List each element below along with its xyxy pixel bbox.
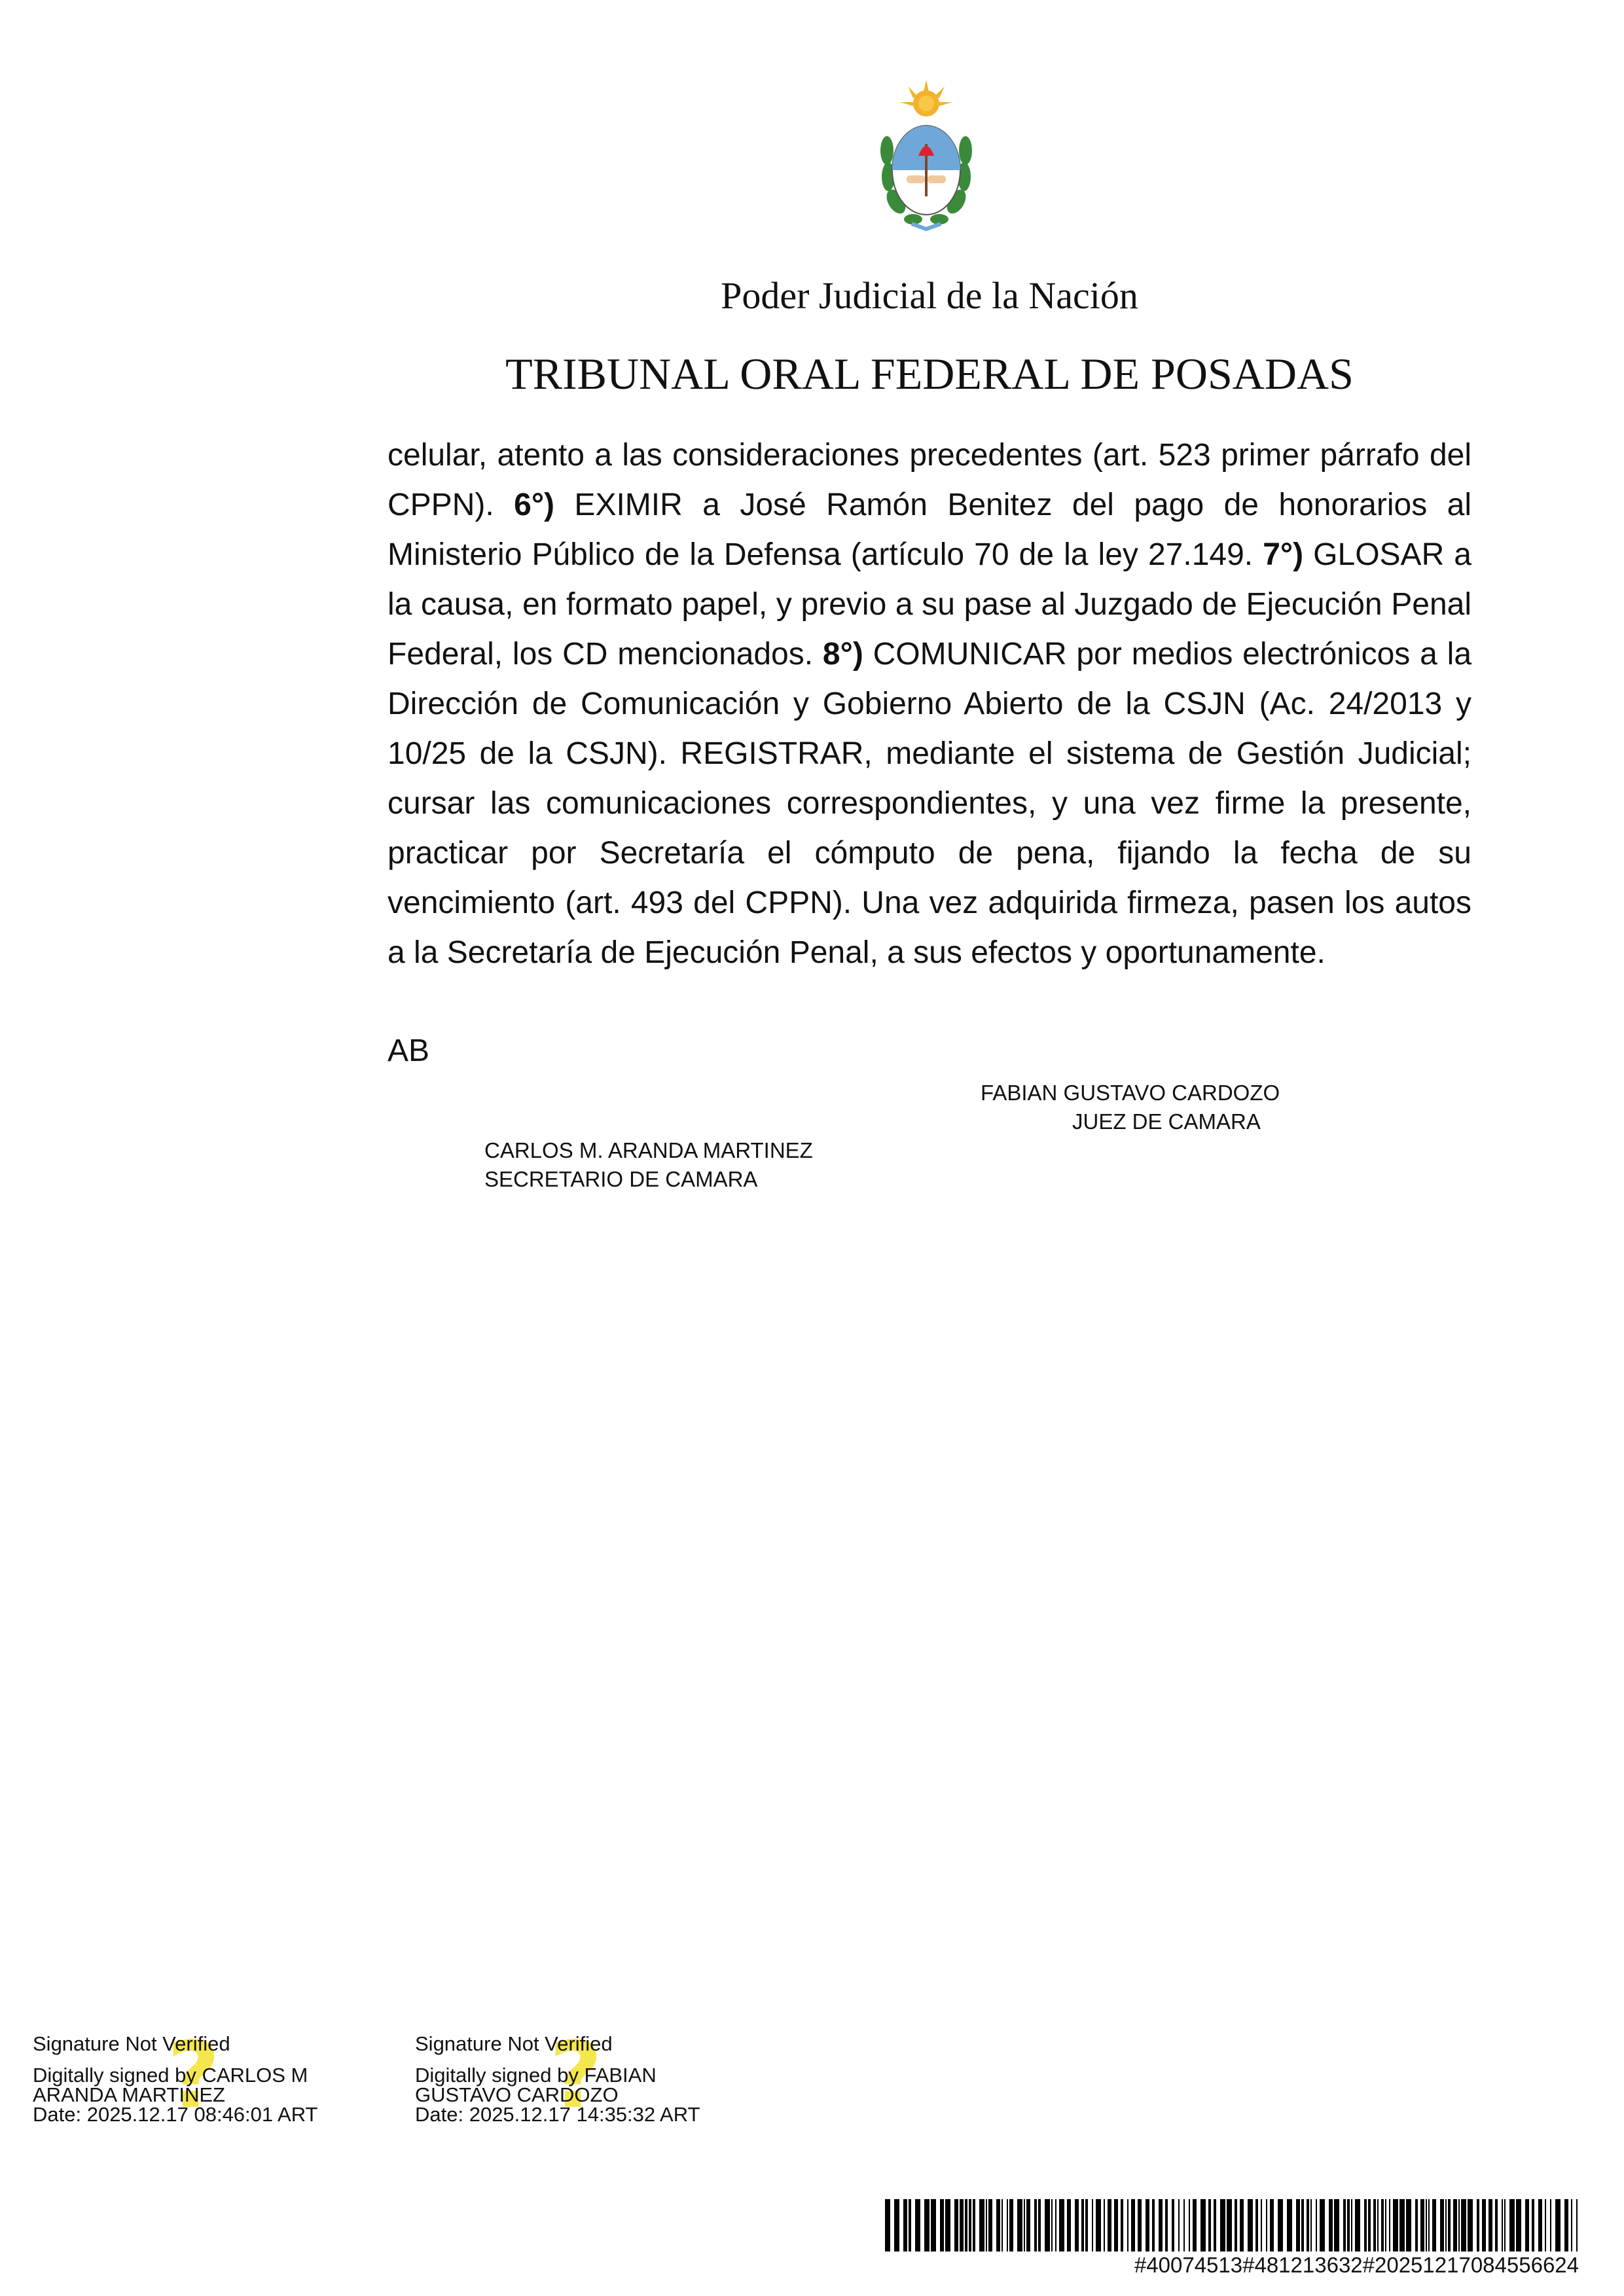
- barcode-bar: [903, 2199, 907, 2251]
- barcode-bar: [1545, 2199, 1546, 2251]
- barcode-bar: [1146, 2199, 1149, 2251]
- barcode-bar: [945, 2199, 950, 2251]
- barcode-bar: [954, 2199, 958, 2251]
- barcode-bar: [1165, 2199, 1168, 2251]
- body-segment: GLOSAR a la causa, en formato papel, y previo a su pase al Juzgado de Ejecución Penal Federal, los CD mencionados.: [388, 537, 1472, 672]
- barcode-bar: [885, 2199, 890, 2251]
- coat-of-arms-icon: [874, 79, 979, 239]
- item-number: 8°): [822, 637, 863, 672]
- barcode-bar: [1261, 2199, 1262, 2251]
- barcode-bar: [924, 2199, 929, 2251]
- barcode-bar: [1152, 2199, 1155, 2251]
- barcode-bar: [1571, 2199, 1572, 2251]
- barcode-bar: [996, 2199, 1000, 2251]
- barcode-bar: [1108, 2199, 1111, 2251]
- barcode-bar: [1509, 2199, 1515, 2251]
- barcode-bar: [1385, 2199, 1386, 2251]
- barcode-bar: [1458, 2199, 1460, 2251]
- barcode-bar: [1482, 2199, 1486, 2251]
- barcode-bar: [1240, 2199, 1244, 2251]
- barcode-bar: [1051, 2199, 1053, 2251]
- barcode-bar: [1092, 2199, 1093, 2251]
- barcode-bar: [1550, 2199, 1551, 2251]
- resolution-text: [388, 431, 1471, 978]
- barcode-bar: [1009, 2199, 1013, 2251]
- barcode-bar: [1220, 2199, 1225, 2251]
- barcode-bar: [1432, 2199, 1436, 2251]
- barcode-bar: [1183, 2199, 1185, 2251]
- barcode-bar: [1138, 2199, 1142, 2251]
- barcode-bar: [1373, 2199, 1376, 2251]
- barcode-bar: [1001, 2199, 1003, 2251]
- barcode-bar: [1393, 2199, 1398, 2251]
- author-initials: AB: [388, 1033, 430, 1068]
- barcode-bar: [1255, 2199, 1258, 2251]
- secretary-name: CARLOS M. ARANDA MARTINEZ: [484, 1138, 813, 1162]
- barcode-bar: [1067, 2199, 1071, 2251]
- barcode-bar: [1159, 2199, 1163, 2251]
- barcode-bar: [1296, 2199, 1300, 2251]
- barcode-bar: [1278, 2199, 1283, 2251]
- barcode-bar: [1320, 2199, 1325, 2251]
- barcode-bar: [1343, 2199, 1346, 2251]
- barcode-bar: [940, 2199, 944, 2251]
- barcode-bar: [1121, 2199, 1123, 2251]
- question-mark-icon: ?: [549, 2022, 603, 2129]
- barcode-bar: [1329, 2199, 1333, 2251]
- barcode-bar: [1504, 2199, 1506, 2251]
- barcode-bar: [1347, 2199, 1350, 2251]
- signed-by-line: Digitally signed by CARLOS M: [33, 2064, 308, 2087]
- barcode-bar: [988, 2199, 992, 2251]
- barcode-bar: [1406, 2199, 1411, 2251]
- barcode-bar: [1415, 2199, 1418, 2251]
- barcode-bar: [1445, 2199, 1447, 2251]
- barcode: [885, 2199, 1579, 2251]
- digital-signature-block: [33, 2022, 373, 2129]
- barcode-bar: [965, 2199, 967, 2251]
- barcode-bar: [1532, 2199, 1534, 2251]
- barcode-bar: [915, 2199, 920, 2251]
- barcode-bar: [1114, 2199, 1118, 2251]
- institution-name: Poder Judicial de la Nación: [721, 274, 1138, 317]
- barcode-bar: [1104, 2199, 1105, 2251]
- barcode-bar: [1355, 2199, 1360, 2251]
- barcode-bar: [1555, 2199, 1561, 2251]
- barcode-bar: [1310, 2199, 1312, 2251]
- digital-signature-block: [415, 2022, 755, 2129]
- body-segment: EXIMIR a José Ramón Benitez del pago de honorarios al Ministerio Público de la Defensa (artículo 70 de la ley 27.149.: [388, 488, 1472, 572]
- barcode-bar: [1034, 2199, 1037, 2251]
- barcode-bar: [1227, 2199, 1232, 2251]
- barcode-bar: [1399, 2199, 1405, 2251]
- barcode-bar: [1017, 2199, 1022, 2251]
- barcode-bar: [1193, 2199, 1197, 2251]
- barcode-bar: [1564, 2199, 1568, 2251]
- barcode-bar: [1538, 2199, 1542, 2251]
- barcode-bar: [960, 2199, 964, 2251]
- barcode-bar: [1045, 2199, 1050, 2251]
- barcode-bar: [1200, 2199, 1206, 2251]
- barcode-number: #40074513#481213632#20251217084556624: [1134, 2253, 1579, 2277]
- barcode-bar: [1189, 2199, 1190, 2251]
- item-number: 7°): [1263, 537, 1304, 572]
- barcode-bar: [1525, 2199, 1529, 2251]
- signed-by-line: ARANDA MARTINEZ: [33, 2083, 225, 2106]
- barcode-bar: [1420, 2199, 1424, 2251]
- signature-date: Date: 2025.12.17 14:35:32 ART: [415, 2103, 700, 2126]
- barcode-bar: [1364, 2199, 1367, 2251]
- barcode-bar: [1461, 2199, 1466, 2251]
- barcode-bar: [1127, 2199, 1128, 2251]
- barcode-bar: [1426, 2199, 1427, 2251]
- barcode-bar: [1489, 2199, 1492, 2251]
- barcode-bar: [1453, 2199, 1457, 2251]
- barcode-bar: [1131, 2199, 1135, 2251]
- court-name: TRIBUNAL ORAL FEDERAL DE POSADAS: [505, 349, 1354, 399]
- barcode-bar: [1270, 2199, 1274, 2251]
- body-segment: celular, atento a las consideraciones precedentes (art. 523 primer párrafo del CPPN).: [388, 438, 1471, 522]
- barcode-bar: [1235, 2199, 1237, 2251]
- item-number: 6°): [514, 488, 554, 522]
- signature-status: Signature Not Verified: [33, 2032, 230, 2055]
- barcode-bar: [1038, 2199, 1041, 2251]
- barcode-bar: [1307, 2199, 1309, 2251]
- barcode-bar: [1502, 2199, 1503, 2251]
- barcode-bar: [973, 2199, 975, 2251]
- barcode-bar: [931, 2199, 936, 2251]
- barcode-bar: [1287, 2199, 1292, 2251]
- barcode-bar: [1440, 2199, 1444, 2251]
- barcode-bar: [1495, 2199, 1498, 2251]
- secretary-role: SECRETARIO DE CAMARA: [484, 1167, 758, 1191]
- barcode-bar: [979, 2199, 984, 2251]
- question-mark-icon: ?: [167, 2022, 221, 2129]
- barcode-bar: [1248, 2199, 1253, 2251]
- barcode-bar: [1368, 2199, 1371, 2251]
- barcode-bar: [1059, 2199, 1064, 2251]
- barcode-bar: [969, 2199, 971, 2251]
- barcode-bar: [986, 2199, 987, 2251]
- barcode-bar: [1172, 2199, 1174, 2251]
- barcode-bar: [1266, 2199, 1267, 2251]
- barcode-bar: [1214, 2199, 1216, 2251]
- barcode-bar: [1377, 2199, 1379, 2251]
- barcode-bar: [1096, 2199, 1101, 2251]
- barcode-bar: [1075, 2199, 1079, 2251]
- barcode-bar: [1448, 2199, 1451, 2251]
- signature-date: Date: 2025.12.17 08:46:01 ART: [33, 2103, 318, 2126]
- barcode-bar: [1389, 2199, 1390, 2251]
- barcode-bar: [1334, 2199, 1339, 2251]
- barcode-bar: [1468, 2199, 1473, 2251]
- judge-name: FABIAN GUSTAVO CARDOZO: [981, 1081, 1280, 1105]
- barcode-bar: [1178, 2199, 1180, 2251]
- barcode-bar: [1026, 2199, 1030, 2251]
- barcode-bar: [894, 2199, 899, 2251]
- barcode-bar: [1081, 2199, 1084, 2251]
- barcode-bar: [1208, 2199, 1211, 2251]
- judge-role: JUEZ DE CAMARA: [1072, 1109, 1261, 1134]
- signature-status: Signature Not Verified: [415, 2032, 613, 2055]
- barcode-bar: [909, 2199, 911, 2251]
- barcode-bar: [1007, 2199, 1008, 2251]
- barcode-bar: [1055, 2199, 1056, 2251]
- barcode-bar: [1024, 2199, 1025, 2251]
- barcode-bar: [1516, 2199, 1521, 2251]
- barcode-bar: [1351, 2199, 1352, 2251]
- signed-by-line: Digitally signed by FABIAN: [415, 2064, 657, 2087]
- barcode-bar: [1428, 2199, 1430, 2251]
- barcode-bar: [1316, 2199, 1317, 2251]
- signed-by-line: GUSTAVO CARDOZO: [415, 2083, 619, 2106]
- barcode-bar: [1301, 2199, 1304, 2251]
- body-segment: COMUNICAR por medios electrónicos a la Dirección de Comunicación y Gobierno Abierto de la CSJN (Ac. 24/2013 y 10/25 de la CSJN). REGISTRAR, mediante el sistema de Gestión Judicial; cursar las comunicaciones correspondientes, y una vez firme la presente, practicar por Secretaría el cómputo de pena, fijando la fecha de su vencimiento (art. 493 del CPPN). Una vez adquirida firmeza, pasen los autos a la Secretaría de Ejecución Penal, a sus efectos y oportunamente.: [388, 637, 1472, 970]
- barcode-bar: [1576, 2199, 1578, 2251]
- barcode-bar: [1085, 2199, 1088, 2251]
- barcode-bar: [1381, 2199, 1384, 2251]
- barcode-bar: [1477, 2199, 1479, 2251]
